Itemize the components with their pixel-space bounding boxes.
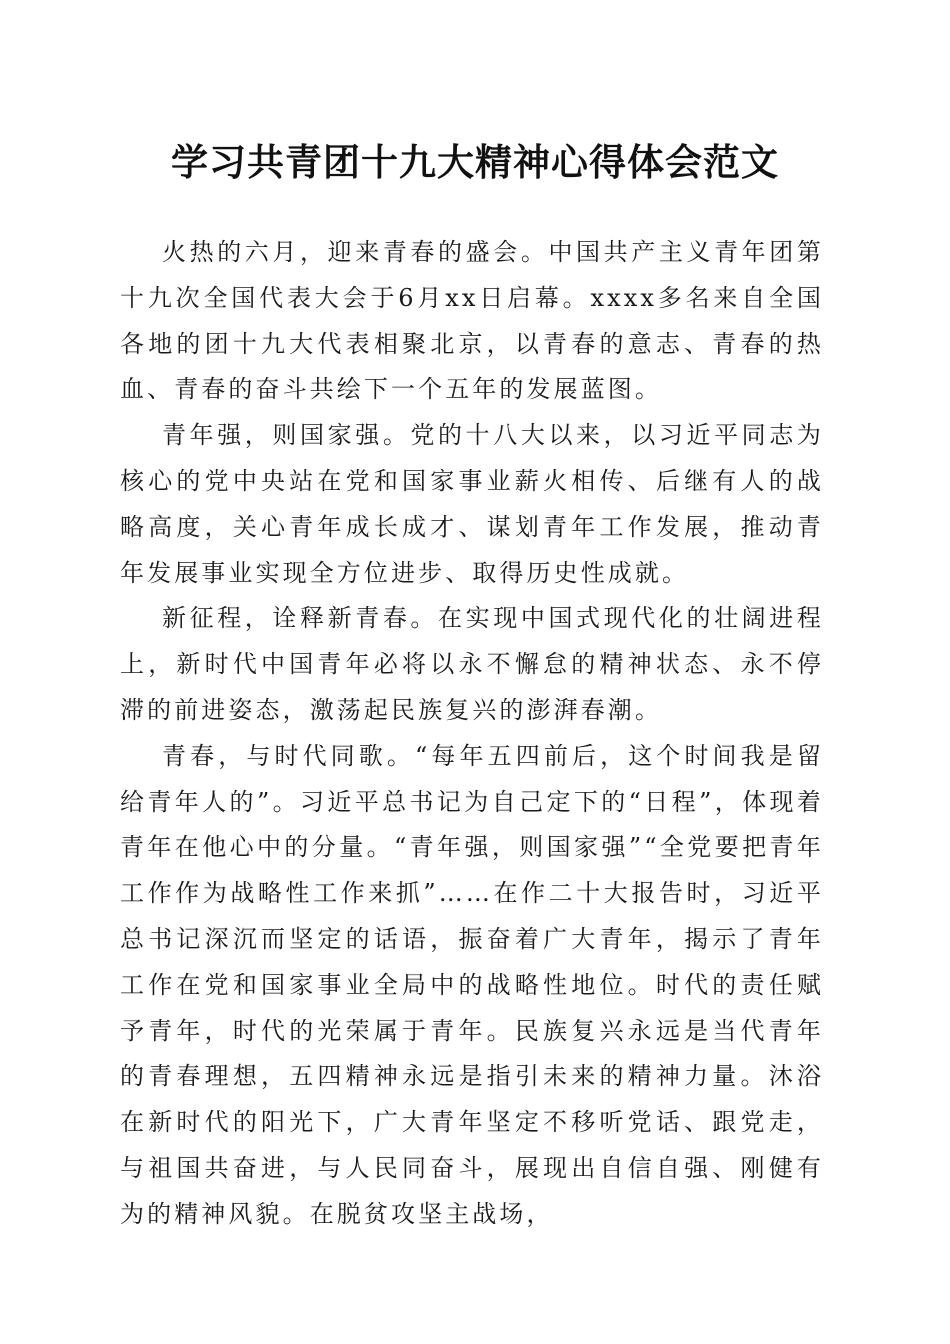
document-title: 学习共青团十九大精神心得体会范文 bbox=[171, 140, 779, 184]
paragraph-2: 青年强，则国家强。党的十八大以来，以习近平同志为核心的党中央站在党和国家事业薪火相传、后继有人的战略高度，关心青年成长成才、谋划青年工作发展，推动青年发展事业实现全方位进步、取得历史性成就。 bbox=[120, 421, 824, 587]
paragraph-4: 青春，与时代同歌。“每年五四前后，这个时间我是留给青年人的”。习近平总书记为自己定下的“日程”，体现着青年在他心中的分量。“青年强，则国家强”“全党要把青年工作作为战略性工作来抓”……在作二十大报告时，习近平总书记深沉而坚定的话语，振奋着广大青年，揭示了青年工作在党和国家事业全局中的战略性地位。时代的责任赋予青年，时代的光荣属于青年。民族复兴永远是当代青年的青春理想，五四精神永远是指引未来的精神力量。沐浴在新时代的阳光下，广大青年坚定不移听党话、跟党走，与祖国共奋进，与人民同奋斗，展现出自信自强、刚健有为的精神风貌。在脱贫攻坚主战场， bbox=[120, 741, 824, 1228]
paragraph-3: 新征程，诠释新青春。在实现中国式现代化的壮阔进程上，新时代中国青年必将以永不懈怠的精神状态、永不停滞的前进姿态，激荡起民族复兴的澎湃春潮。 bbox=[120, 604, 824, 724]
paragraph-1: 火热的六月，迎来青春的盛会。中国共产主义青年团第十九次全国代表大会于6月xx日启幕。xxxx多名来自全国各地的团十九大代表相聚北京，以青春的意志、青春的热血、青春的奋斗共绘下一个五年的发展蓝图。 bbox=[120, 238, 824, 404]
document-body bbox=[120, 230, 824, 1238]
